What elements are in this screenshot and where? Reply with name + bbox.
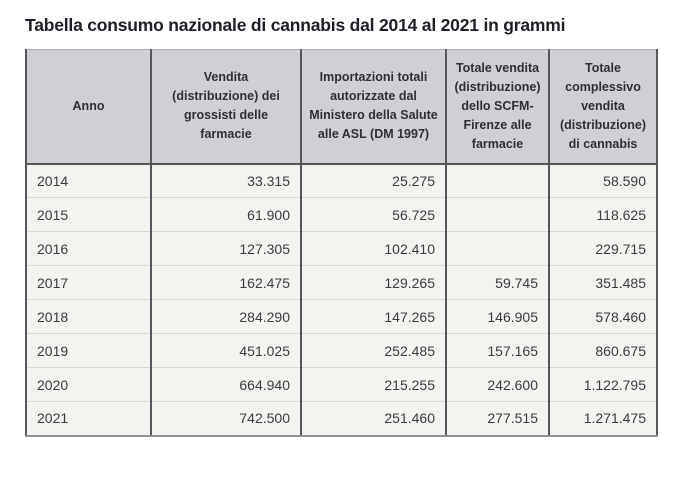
- column-header-3: Totale vendita (distribuzione) dello SCFM-Firenze alle farmacie: [446, 50, 549, 164]
- page-title: Tabella consumo nazionale di cannabis dal 2014 al 2021 in grammi: [25, 15, 566, 35]
- value-cell: [446, 164, 549, 198]
- value-cell: 277.515: [446, 402, 549, 436]
- value-cell: 25.275: [301, 164, 446, 198]
- value-cell: 102.410: [301, 232, 446, 266]
- year-cell: 2014: [26, 164, 151, 198]
- value-cell: 664.940: [151, 368, 301, 402]
- table-header: [26, 50, 657, 164]
- year-cell: 2015: [26, 198, 151, 232]
- value-cell: 252.485: [301, 334, 446, 368]
- value-cell: 162.475: [151, 266, 301, 300]
- table-row: [26, 334, 657, 368]
- value-cell: 146.905: [446, 300, 549, 334]
- value-cell: 118.625: [549, 198, 657, 232]
- cannabis-consumption-table: [25, 49, 658, 437]
- value-cell: [446, 198, 549, 232]
- value-cell: 129.265: [301, 266, 446, 300]
- value-cell: 242.600: [446, 368, 549, 402]
- table-row: [26, 368, 657, 402]
- year-cell: 2021: [26, 402, 151, 436]
- value-cell: [446, 232, 549, 266]
- year-cell: 2018: [26, 300, 151, 334]
- column-header-1: Vendita (distribuzione) dei grossisti delle farmacie: [151, 50, 301, 164]
- table-body: [26, 164, 657, 436]
- table-row: [26, 232, 657, 266]
- value-cell: 215.255: [301, 368, 446, 402]
- value-cell: 742.500: [151, 402, 301, 436]
- year-cell: 2016: [26, 232, 151, 266]
- value-cell: 451.025: [151, 334, 301, 368]
- year-cell: 2019: [26, 334, 151, 368]
- value-cell: 157.165: [446, 334, 549, 368]
- value-cell: 1.271.475: [549, 402, 657, 436]
- table-row: [26, 266, 657, 300]
- table-row: [26, 164, 657, 198]
- value-cell: 61.900: [151, 198, 301, 232]
- value-cell: 33.315: [151, 164, 301, 198]
- value-cell: 127.305: [151, 232, 301, 266]
- value-cell: 59.745: [446, 266, 549, 300]
- header-row: [26, 50, 657, 164]
- column-header-4: Totale complessivo vendita (distribuzione) di cannabis: [549, 50, 657, 164]
- value-cell: 147.265: [301, 300, 446, 334]
- year-cell: 2020: [26, 368, 151, 402]
- column-header-0: Anno: [26, 50, 151, 164]
- value-cell: 251.460: [301, 402, 446, 436]
- value-cell: 1.122.795: [549, 368, 657, 402]
- value-cell: 56.725: [301, 198, 446, 232]
- value-cell: 860.675: [549, 334, 657, 368]
- value-cell: 351.485: [549, 266, 657, 300]
- table-row: [26, 198, 657, 232]
- value-cell: 578.460: [549, 300, 657, 334]
- year-cell: 2017: [26, 266, 151, 300]
- value-cell: 284.290: [151, 300, 301, 334]
- table-row: [26, 402, 657, 436]
- value-cell: 58.590: [549, 164, 657, 198]
- column-header-2: Importazioni totali autorizzate dal Ministero della Salute alle ASL (DM 1997): [301, 50, 446, 164]
- table-row: [26, 300, 657, 334]
- value-cell: 229.715: [549, 232, 657, 266]
